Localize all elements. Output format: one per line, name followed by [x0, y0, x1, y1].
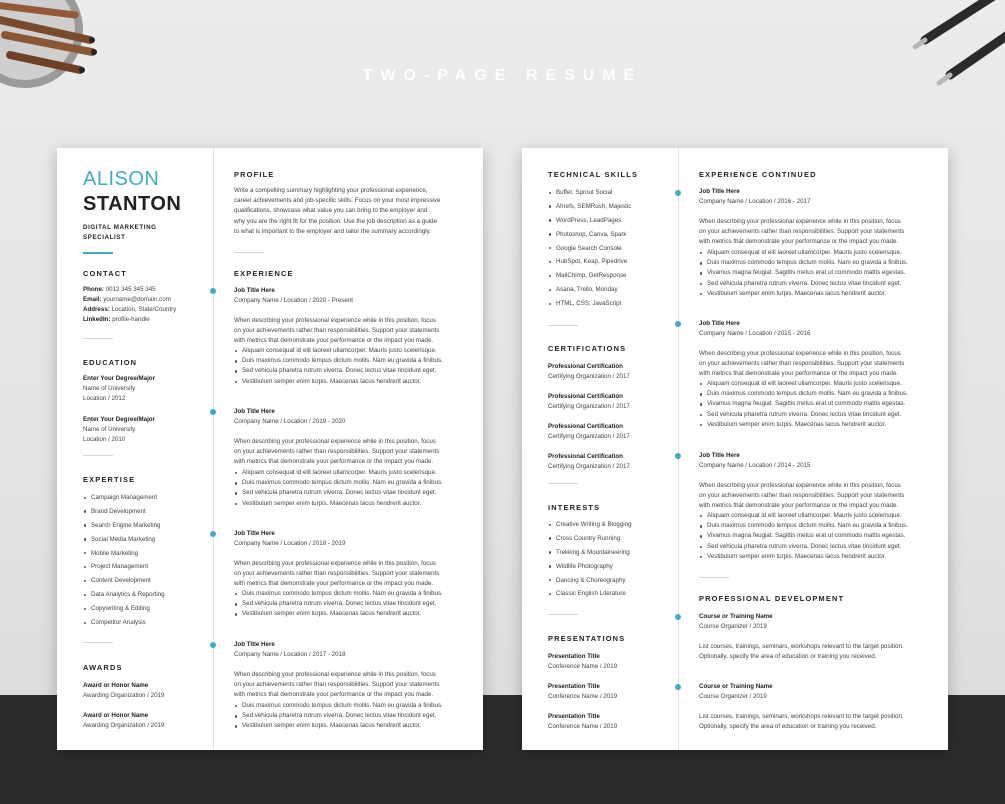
job-role-line: DIGITAL MARKETING — [83, 224, 157, 231]
skill-item: HubSpot, Keap, Pipedrive — [548, 258, 631, 272]
job-bullet: Aliquam consequat id elit laoreet ullamcorper. Mauris justo scelerisque. — [234, 468, 443, 478]
job-desc-line: When describing your professional experience while in this position, focus — [699, 218, 901, 225]
presentation-conf: Conference Name / 2019 — [548, 723, 618, 730]
job-desc-line: with metrics that demonstrate your performance or the impact you made. — [234, 337, 434, 345]
course-desc-line: Optionally, specify the area of education or training you received. — [699, 653, 877, 661]
resume-page-1 — [57, 148, 483, 750]
job-title: Job Title Here — [234, 530, 275, 537]
course-desc-line: Optionally, specify the area of education or training you received. — [699, 723, 877, 731]
job-desc-line: on your achievements rather than responsibilities. Support your statements — [234, 327, 440, 335]
job-desc-line: When describing your professional experience while in this position, focus — [699, 350, 901, 357]
expertise-item: Social Media Marketing — [83, 536, 165, 550]
skill-item: Asana, Trello, Monday — [548, 286, 631, 300]
contact-heading: CONTACT — [83, 269, 127, 278]
job-company: Company Name / Location / 2016 - 2017 — [699, 198, 811, 205]
job-bullet: Duis maximus commodo tempus dictum mollis. Nam eu gravida a finibus. — [234, 478, 443, 488]
job-description — [234, 316, 462, 347]
expertise-item: Campaign Management — [83, 494, 165, 508]
course-title: Course or Training Name — [699, 683, 773, 690]
job-desc-line: with metrics that demonstrate your performance or the impact you made. — [699, 370, 899, 378]
job-bullet: Sed vehicula pharetra rutrum viverra. Donec lectus vitae tincidunt eget. — [699, 279, 908, 289]
skills-list — [548, 189, 631, 314]
presentation-title: Presentation Title — [548, 713, 600, 720]
interests-heading: INTERESTS — [548, 503, 601, 512]
course-org: Course Organizer / 2019 — [699, 623, 767, 630]
cert-org: Certifying Organization / 2017 — [548, 433, 630, 440]
university: Name of University — [83, 385, 136, 392]
job-company: Company Name / Location / 2019 - 2020 — [234, 418, 346, 425]
job-bullet: Duis maximus commodo tempus dictum mollis. Nam eu gravida a finibus. — [699, 521, 908, 531]
job-company: Company Name / Location / 2015 - 2016 — [699, 330, 811, 337]
job-company: Company Name / Location / 2018 - 2019 — [234, 540, 346, 547]
section-rule — [83, 455, 113, 456]
certifications-heading: CERTIFICATIONS — [548, 344, 627, 353]
experience-continued-heading: EXPERIENCE CONTINUED — [699, 170, 817, 179]
job-bullets — [234, 468, 443, 509]
timeline-dot — [675, 453, 681, 459]
job-bullet: Vestibulum semper enim turpis. Maecenas lacus hendrerit auctor. — [699, 420, 908, 430]
interests-list — [548, 521, 632, 604]
section-rule — [83, 642, 113, 643]
job-bullet: Sed vehicula pharetra rutrum viverra. Donec lectus vitae tincidunt eget. — [699, 542, 908, 552]
skill-item: Buffer, Sprout Social — [548, 189, 631, 203]
job-bullets — [234, 589, 443, 620]
job-description — [699, 217, 927, 248]
job-desc-line: with metrics that demonstrate your performance or the impact you made. — [234, 580, 434, 588]
presentation-conf: Conference Name / 2019 — [548, 693, 618, 700]
timeline-dot — [210, 642, 216, 648]
profile-heading: PROFILE — [234, 170, 275, 179]
job-bullet: Vestibulum semper enim turpis. Maecenas lacus hendrerit auctor. — [234, 499, 443, 509]
job-bullet: Duis maximus commodo tempus dictum mollis. Nam eu gravida a finibus. — [234, 589, 443, 599]
expertise-item: Project Management — [83, 563, 165, 577]
job-desc-line: with metrics that demonstrate your performance or the impact you made. — [699, 502, 899, 510]
expertise-item: Brand Development — [83, 508, 165, 522]
job-bullet: Vivamus magna feugiat. Sagittis metus erat ut commodo mattis egestas. — [699, 399, 908, 409]
job-description — [234, 670, 462, 701]
job-company: Company Name / Location / 2017 - 2018 — [234, 651, 346, 658]
job-bullet: Vestibulum semper enim turpis. Maecenas lacus hendrerit auctor. — [699, 552, 908, 562]
job-bullets — [234, 701, 443, 732]
contact-address: Address: Location, State/Country — [83, 306, 177, 313]
timeline-dot — [210, 409, 216, 415]
interest-item: Wildlife Photography — [548, 563, 632, 577]
job-title: Job Title Here — [234, 641, 275, 648]
expertise-item: Copywriting & Editing — [83, 605, 165, 619]
profile-line: why you are the right fit for the position. Use the job description as a guide — [234, 217, 437, 225]
skills-heading: TECHNICAL SKILLS — [548, 170, 639, 179]
job-bullet: Vestibulum semper enim turpis. Maecenas lacus hendrerit auctor. — [234, 609, 443, 619]
profile-line: career achievements and job-specific skills. Focus on your most impressive — [234, 197, 441, 205]
job-desc-line: When describing your professional experience while in this position, focus — [234, 317, 436, 324]
job-desc-line: When describing your professional experience while in this position, focus — [234, 560, 436, 567]
job-desc-line: on your achievements rather than responsibilities. Support your statements — [699, 492, 905, 500]
job-bullet: Aliquam consequat id elit laoreet ullamcorper. Mauris justo scelerisque. — [699, 248, 908, 258]
column-divider — [213, 148, 214, 750]
job-company: Company Name / Location / 2014 - 2015 — [699, 462, 811, 469]
cert-name: Professional Certification — [548, 393, 623, 400]
edu-location: Location / 2010 — [83, 436, 126, 443]
award-name: Award or Honor Name — [83, 712, 149, 719]
interest-item: Trekking & Mountaineering — [548, 549, 632, 563]
column-divider — [678, 148, 679, 750]
cert-org: Certifying Organization / 2017 — [548, 403, 630, 410]
section-rule — [548, 483, 578, 484]
skill-item: WordPress, LeadPages — [548, 217, 631, 231]
presentations-heading: PRESENTATIONS — [548, 634, 626, 643]
award-org: Awarding Organization / 2019 — [83, 722, 165, 729]
interest-item: Creative Writing & Blogging — [548, 521, 632, 535]
job-bullet: Vestibulum semper enim turpis. Maecenas lacus hendrerit auctor. — [234, 377, 443, 387]
job-title: Job Title Here — [234, 408, 275, 415]
skill-item: Photoshop, Canva, Spark — [548, 231, 631, 245]
job-bullet: Sed vehicula pharetra rutrum viverra. Donec lectus vitae tincidunt eget. — [234, 599, 443, 609]
awards-heading: AWARDS — [83, 663, 123, 672]
section-rule — [548, 614, 578, 615]
expertise-heading: EXPERTISE — [83, 475, 136, 484]
contact-email: Email: yourname@domain.com — [83, 296, 171, 303]
job-bullets — [699, 511, 908, 562]
contact-phone: Phone: 0012 345 345 345 — [83, 286, 156, 293]
degree: Enter Your Degree/Major — [83, 375, 155, 382]
interest-item: Dancing & Choreography — [548, 577, 632, 591]
contact-linkedin: LinkedIn: profile-handle — [83, 316, 150, 323]
cert-name: Professional Certification — [548, 363, 623, 370]
accent-rule — [83, 252, 113, 254]
job-desc-line: with metrics that demonstrate your performance or the impact you made. — [234, 691, 434, 699]
job-bullet: Duis maximus commodo tempus dictum mollis. Nam eu gravida a finibus. — [699, 389, 908, 399]
job-description — [234, 559, 462, 590]
expertise-item: Search Engine Marketing — [83, 522, 165, 536]
timeline-dot — [675, 684, 681, 690]
timeline-dot — [210, 288, 216, 294]
job-description — [699, 481, 927, 512]
course-org: Course Organizer / 2019 — [699, 693, 767, 700]
timeline-dot — [675, 614, 681, 620]
skill-item: HTML, CSS, JavaScript — [548, 300, 631, 314]
job-title: Job Title Here — [699, 188, 740, 195]
section-rule — [548, 325, 578, 326]
job-bullet: Sed vehicula pharetra rutrum viverra. Donec lectus vitae tincidunt eget. — [699, 410, 908, 420]
course-description — [699, 712, 927, 732]
job-description — [699, 349, 927, 380]
pens-icon — [875, 0, 1005, 100]
expertise-item: Data Analytics & Reporting — [83, 591, 165, 605]
education-heading: EDUCATION — [83, 358, 138, 367]
experience-heading: EXPERIENCE — [234, 269, 294, 278]
resume-page-2 — [522, 148, 948, 750]
cert-org: Certifying Organization / 2017 — [548, 373, 630, 380]
course-desc-line: List courses, trainings, seminars, workshops relevant to the target position. — [699, 713, 904, 720]
job-bullet: Aliquam consequat id elit laoreet ullamcorper. Mauris justo scelerisque. — [699, 511, 908, 521]
job-bullet: Aliquam consequat id elit laoreet ullamcorper. Mauris justo scelerisque. — [699, 379, 908, 389]
expertise-list — [83, 494, 165, 633]
job-bullet: Sed vehicula pharetra rutrum viverra. Donec lectus vitae tincidunt eget. — [234, 488, 443, 498]
job-bullet: Sed vehicula pharetra rutrum viverra. Donec lectus vitae tincidunt eget. — [234, 711, 443, 721]
interest-item: Cross Country Running — [548, 535, 632, 549]
course-desc-line: List courses, trainings, seminars, workshops relevant to the target position. — [699, 643, 904, 650]
course-description — [699, 642, 927, 662]
job-desc-line: When describing your professional experience while in this position, focus — [234, 671, 436, 678]
profile-line: to what is important to the employer and tailor the summary accordingly. — [234, 227, 431, 235]
award-name: Award or Honor Name — [83, 682, 149, 689]
job-bullet: Vivamus magna feugiat. Sagittis metus erat ut commodo mattis egestas. — [699, 268, 908, 278]
timeline-dot — [675, 190, 681, 196]
last-name: STANTON — [83, 193, 182, 215]
job-bullet: Duis maximus commodo tempus dictum mollis. Nam eu gravida a finibus. — [699, 258, 908, 268]
expertise-item: Content Development — [83, 577, 165, 591]
job-bullet: Vivamus magna feugiat. Sagittis metus erat ut commodo mattis egestas. — [699, 531, 908, 541]
job-bullet: Aliquam consequat id elit laoreet ullamcorper. Mauris justo scelerisque. — [234, 346, 443, 356]
job-company: Company Name / Location / 2020 - Present — [234, 297, 354, 304]
presentation-title: Presentation Title — [548, 653, 600, 660]
course-title: Course or Training Name — [699, 613, 773, 620]
edu-location: Location / 2012 — [83, 395, 126, 402]
job-role-line: SPECIALIST — [83, 233, 126, 241]
section-rule — [234, 252, 264, 253]
presentation-title: Presentation Title — [548, 683, 600, 690]
job-bullets — [699, 379, 908, 430]
job-desc-line: on your achievements rather than responsibilities. Support your statements — [234, 570, 440, 578]
job-title: Job Title Here — [699, 320, 740, 327]
award-org: Awarding Organization / 2019 — [83, 692, 165, 699]
job-desc-line: with metrics that demonstrate your performance or the impact you made. — [234, 458, 434, 466]
job-title: Job Title Here — [699, 452, 740, 459]
job-bullet: Duis maximus commodo tempus dictum mollis. Nam eu gravida a finibus. — [234, 701, 443, 711]
job-desc-line: When describing your professional experience while in this position, focus — [699, 482, 901, 489]
prof-dev-heading: PROFESSIONAL DEVELOPMENT — [699, 594, 845, 603]
job-title: Job Title Here — [234, 287, 275, 294]
job-bullets — [234, 346, 443, 387]
job-desc-line: on your achievements rather than responsibilities. Support your statements — [699, 360, 905, 368]
job-bullets — [699, 248, 908, 299]
presentation-conf: Conference Name / 2019 — [548, 663, 618, 670]
expertise-item: Mobile Marketing — [83, 550, 165, 564]
job-desc-line: on your achievements rather than responsibilities. Support your statements — [699, 228, 905, 236]
section-rule — [83, 338, 113, 339]
expertise-item: Competitor Analysis — [83, 619, 165, 633]
job-desc-line: on your achievements rather than responsibilities. Support your statements — [234, 448, 440, 456]
job-desc-line: with metrics that demonstrate your performance or the impact you made. — [699, 238, 899, 246]
cert-name: Professional Certification — [548, 423, 623, 430]
profile-line: Write a compelling summary highlighting your professional experience, — [234, 187, 428, 194]
job-role — [83, 223, 193, 242]
timeline-dot — [675, 321, 681, 327]
job-desc-line: on your achievements rather than responsibilities. Support your statements — [234, 681, 440, 689]
job-bullet: Vestibulum semper enim turpis. Maecenas lacus hendrerit auctor. — [234, 721, 443, 731]
university: Name of University — [83, 426, 136, 433]
job-desc-line: When describing your professional experience while in this position, focus — [234, 438, 436, 445]
job-bullet: Sed vehicula pharetra rutrum viverra. Donec lectus vitae tincidunt eget. — [234, 366, 443, 376]
profile-summary — [234, 186, 462, 237]
profile-line: qualifications, showcase what value you can bring to the employer and — [234, 207, 428, 215]
timeline-dot — [210, 531, 216, 537]
job-bullet: Duis maximus commodo tempus dictum mollis. Nam eu gravida a finibus. — [234, 356, 443, 366]
first-name: ALISON — [83, 168, 160, 190]
pencil-cup-icon — [0, 0, 130, 100]
cert-name: Professional Certification — [548, 453, 623, 460]
section-rule — [699, 577, 729, 578]
banner-title: TWO-PAGE RESUME — [362, 67, 643, 84]
skill-item: Google Search Console — [548, 245, 631, 259]
degree: Enter Your Degree/Major — [83, 416, 155, 423]
cert-org: Certifying Organization / 2017 — [548, 463, 630, 470]
skill-item: MailChimp, GetResponse — [548, 272, 631, 286]
job-description — [234, 437, 462, 468]
interest-item: Classic English Literature — [548, 590, 632, 604]
skill-item: Ahrefs, SEMRush, Majestic — [548, 203, 631, 217]
job-bullet: Vestibulum semper enim turpis. Maecenas lacus hendrerit auctor. — [699, 289, 908, 299]
